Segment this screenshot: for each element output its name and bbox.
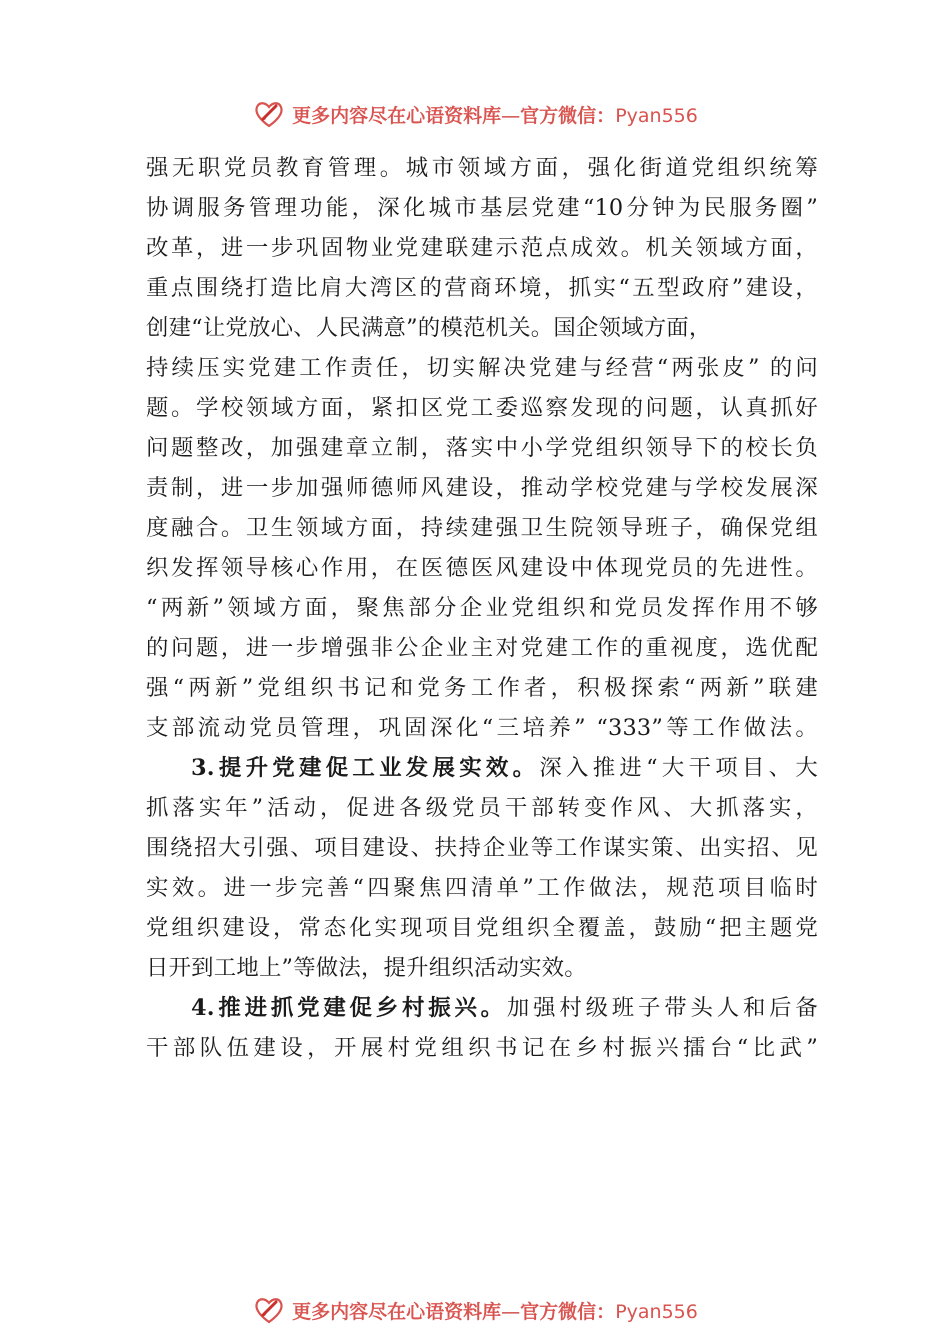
watermark-separator: — (501, 104, 521, 127)
text-line (146, 748, 818, 788)
watermark-id: Pyan556 (615, 1300, 698, 1323)
document-body (146, 148, 818, 1068)
section-heading: 3.提升党建促工业发展实效。 (191, 755, 540, 781)
text-line: 题。学校领域方面，紧扣区党工委巡察发现的问题，认真抓好 (146, 395, 818, 421)
text-line: 改革，进一步巩固物业党建联建示范点成效。机关领域方面， (146, 235, 818, 261)
heart-pen-logo-icon (252, 1293, 286, 1327)
text-line: 问题整改，加强建章立制，落实中小学党组织领导下的校长负 (146, 435, 818, 461)
watermark-official: 官方微信： (520, 1300, 616, 1323)
text-line: 织发挥领导核心作用，在医德医风建设中体现党员的先进性。 (146, 555, 818, 581)
text-line: 协调服务管理功能，深化城市基层党建“10分钟为民服务圈” (146, 195, 818, 221)
text-line: 的问题，进一步增强非公企业主对党建工作的重视度，选优配 (146, 635, 818, 661)
paragraph-1 (146, 148, 818, 748)
text-line: 重点围绕打造比肩大湾区的营商环境，抓实“五型政府”建设， (146, 275, 818, 301)
text-line: 党组织建设，常态化实现项目党组织全覆盖，鼓励“把主题党 (146, 915, 818, 941)
text-line: 持续压实党建工作责任，切实解决党建与经营“两张皮” 的问 (146, 355, 818, 381)
heading-continuation: 深入推进“大干项目、大 (539, 755, 818, 781)
text-line: 度融合。卫生领域方面，持续建强卫生院领导班子，确保党组 (146, 515, 818, 541)
watermark-text (292, 101, 698, 128)
text-line: 责制，进一步加强师德师风建设，推动学校党建与学校发展深 (146, 475, 818, 501)
header-watermark (0, 94, 950, 134)
text-line: 抓落实年”活动，促进各级党员干部转变作风、大抓落实， (146, 795, 818, 821)
text-line: 强“两新”党组织书记和党务工作者，积极探索“两新”联建 (146, 675, 818, 701)
text-line (146, 988, 818, 1028)
text-line: 支部流动党员管理，巩固深化“三培养” “333”等工作做法。 (146, 715, 818, 741)
watermark-separator: — (501, 1300, 521, 1323)
watermark-main: 更多内容尽在心语资料库 (292, 1300, 502, 1323)
watermark-official: 官方微信： (520, 104, 616, 127)
heading-continuation: 加强村级班子带头人和后备 (506, 995, 818, 1021)
paragraph-2 (146, 748, 818, 988)
text-line: “两新”领域方面，聚焦部分企业党组织和党员发挥作用不够 (146, 595, 818, 621)
text-line: 实效。进一步完善“四聚焦四清单”工作做法，规范项目临时 (146, 875, 818, 901)
watermark-id: Pyan556 (615, 104, 698, 127)
footer-watermark (0, 1290, 950, 1330)
heart-pen-logo-icon (252, 97, 286, 131)
paragraph-3 (146, 988, 818, 1068)
text-line: 创建“让党放心、人民满意”的模范机关。国企领域方面， (146, 315, 712, 341)
text-line: 强无职党员教育管理。城市领域方面，强化街道党组织统筹 (146, 155, 818, 181)
text-line: 围绕招大引强、项目建设、扶持企业等工作谋实策、出实招、见 (146, 835, 818, 861)
text-line: 日开到工地上”等做法，提升组织活动实效。 (146, 955, 587, 981)
watermark-main: 更多内容尽在心语资料库 (292, 104, 502, 127)
watermark-text (292, 1297, 698, 1324)
section-heading: 4.推进抓党建促乡村振兴。 (191, 995, 507, 1021)
text-line: 干部队伍建设，开展村党组织书记在乡村振兴擂台“比武” (146, 1035, 818, 1061)
